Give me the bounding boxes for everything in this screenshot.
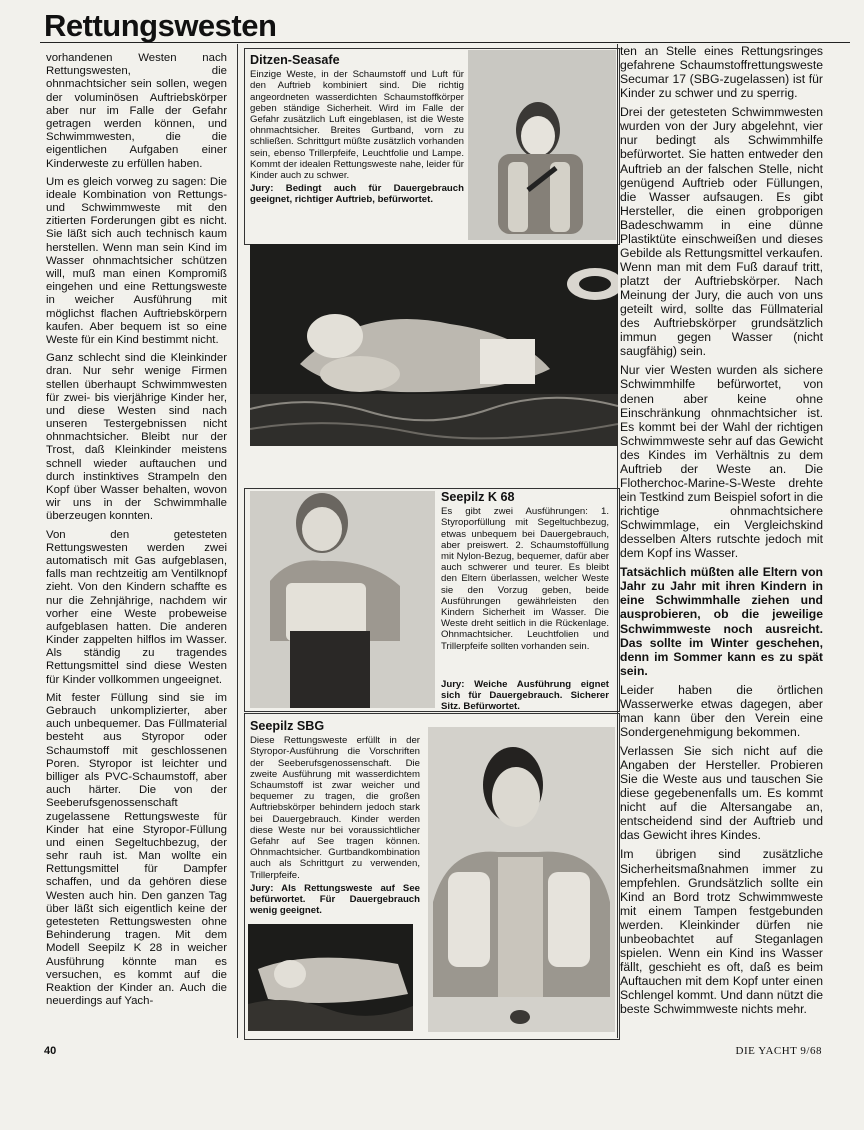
sbg-jury: Jury: Als Rettungsweste auf See befürwortet. Für Dauergebrauch wenig geeignet.: [250, 882, 420, 917]
right-paragraph-1: ten an Stelle eines Rettungsringes gefahrene Schaumstoffrettungsweste Secumar 17 (SBG-zugelassen) ist für Kinder zu schwer und zu sperrig.: [620, 44, 823, 101]
page-title: Rettungswesten: [44, 8, 277, 43]
sbg-caption: [250, 721, 420, 916]
sbg-photo: [428, 727, 615, 1032]
k68-title: Seepilz K 68: [441, 490, 515, 504]
sbg-text: Diese Rettungsweste erfüllt in der Styropor-Ausführung die Vorschriften der Seeberufsgenossenschaft. Die zweite Ausführung mit wasserdichtem Schaumstoff ist zwar weicher und bequemer zu tragen, die großen Auftriebskörper behindern jedoch stark bei Dauergebrauch. Kinder werden diese Weste nur bei voraussichtlicher Gefahr auf See tragen können. Ohnmachtsicher. Gurtbandkombination auch als Schrittgurt zu verwenden, Trillerpfeife.: [250, 735, 420, 881]
ditzen-jury: Jury: Bedingt auch für Dauergebrauch geeignet, richtiger Auftrieb, befürwortet.: [250, 183, 464, 206]
column-divider-left: [237, 44, 238, 1038]
right-paragraph-6: Verlassen Sie sich nicht auf die Angaben der Hersteller. Probieren Sie die Weste aus und tauschen Sie diese gegebenenfalls um. Es kommt nicht auf die Altersangabe an, entscheidend sind der Auftrieb und das Gewicht ihres Kindes.: [620, 744, 823, 843]
floating-child-photo: [250, 244, 618, 446]
ditzen-photo: [468, 50, 616, 240]
ditzen-text: Einzige Weste, in der Schaumstoff und Luft für den Auftrieb kombiniert sind. Die richtig angeordneten wasserdichten Schaumstoffkörper geben ständige Sicherheit. Wird im Falle der Gefahr zusätzlich Luft eingeblasen, ist die Weste ohnmachtsicher. Breites Gurtband, vorn zu schließen. Schrittgurt müßte zusätzlich vorhanden sein, ebenso Trillerpfeife, Leuchtfolie und Lampe. Kommt der idealen Rettungsweste nahe, leider für Kinder auch zu schwer.: [250, 69, 464, 182]
left-paragraph-3: Ganz schlecht sind die Kleinkinder dran. Nur sehr wenige Firmen stellen überhaupt Schwimmwesten für zwei- bis vierjährige Kinder her, und diese Westen sind nach unseren Testergebnissen nicht ohnmachtsicher. Bleibt nur der Trost, daß Kleinkinder meistens schnell wieder auftauchen und durch instinktives Strampeln den Kopf über Wasser behalten, wovon wir uns in der Schwimmhalle überzeugen konnten.: [46, 352, 227, 523]
sbg-small-photo: [248, 924, 413, 1031]
left-paragraph-1: vorhandenen Westen nach Rettungswesten, die ohnmachtsicher sein sollen, wegen der voluminösen Auftriebskörper aber nur im Falle der Gefahr getragen werden können, und Schwimmwesten, die die eigentlichen Aufgaben einer Kinderweste zu erfüllen haben.: [46, 52, 227, 170]
title-rule: [40, 42, 850, 43]
k68-jury: Jury: Weiche Ausführung eignet sich für Dauergebrauch. Sicherer Sitz. Befürwortet.: [441, 679, 609, 713]
k68-jury-block: [441, 677, 609, 713]
sbg-title: Seepilz SBG: [250, 719, 325, 733]
left-paragraph-5: Mit fester Füllung sind sie im Gebrauch unkomplizierter, aber auch unbequemer. Das Füllmaterial besteht aus Styropor oder Schaumstoff mit geschlossenen Poren. Styropor ist leichter und billiger als PVC-Schaumstoff, aber auch härter. Die von der Seeberufsgenossenschaft zugelassene Rettungsweste für Kinder hat eine Styropor-Füllung und einen Segeltuchbezug, der sehr rauh ist. Man wollte ein Rettungsmittel für Dampfer schaffen, und da gehören diese Westen auch hin. Den ganzen Tag über läßt sich eigentlich keine der getesteten Rettungswesten ohne Behinderung tragen. Mit dem Modell Seepilz K 28 in weicher Ausführung könnte man es versuchen, es kommt auf die Reaktion der Kinder an. Auch die neuerdings auf Yach-: [46, 691, 227, 1008]
right-paragraph-3: Nur vier Westen wurden als sichere Schwimmhilfe befürwortet, von denen aber keine ohne Einschränkung ohnmachtsicher ist. Es kommt bei der Wahl der richtigen Schwimmweste sehr auf das Gewicht des Kindes im Verhältnis zu dem Auftrieb der Weste an. Die Flotherchoc-Marine-S-Weste drehte ein Testkind zum Beispiel sofort in die richtige ohnmachtsichere Schwimmlage, ein Vergleichskind desselben Alters rutschte jedoch mit dem Kopf ins Wasser.: [620, 363, 824, 561]
k68-text: Es gibt zwei Ausführungen: 1. Styroporfüllung mit Segeltuchbezug, etwas unbequem bei Dauergebrauch, aber preiswert. 2. Schaumstoffüllung mit Nylon-Bezug, bequemer, dafür aber auch schwerer und teurer. Es bleibt den Eltern überlassen, welcher Weste sie den Vorzug geben, beide Ausführungen gewährleisten den Kindern Sicherheit im Wasser. Die Weste dreht seitlich in die Rückenlage. Ohnmachtsicher. Leuchtfolien und Trillerpfeife sollten vorhanden sein.: [441, 506, 609, 652]
magazine-footer: DIE YACHT 9/68: [735, 1045, 822, 1057]
right-column: [620, 44, 823, 1021]
k68-caption: [441, 492, 609, 652]
k68-photo: [250, 491, 435, 708]
right-paragraph-7: Im übrigen sind zusätzliche Sicherheitsmaßnahmen immer zu empfehlen. Grundsätzlich sollte ein Kind an Bord trotz Schwimmweste mit einem Tampen festgebunden werden. Kleinkinder dürfen nie unbeobachtet auf Steganlagen spielen. Wenn ein Kind ins Wasser fällt, geschieht es oft, daß es beim Auftauchen mit dem Kopf unter einen Schlengel kommt. Und dann nützt die beste Schwimmweste nichts mehr.: [620, 847, 823, 1017]
left-paragraph-2: Um es gleich vorweg zu sagen: Die ideale Kombination von Rettungs- und Schwimmweste mit den zitierten Forderungen gibt es nicht. Sie läßt sich auch technisch kaum herstellen. Wenn man sein Kind im Wasser ohnmachtsicher schützen will, muß man einen Kompromiß eingehen und eine Rettungsweste in weicher Ausführung mit möglichst flachen Auftriebskörpern kaufen. Aber bequem ist so eine Weste für ein Kind bestimmt nicht.: [46, 175, 227, 346]
left-column: [46, 52, 227, 1013]
right-paragraph-4: Tatsächlich müßten alle Eltern von Jahr zu Jahr mit ihren Kindern in eine Schwimmhalle ziehen und ausprobieren, ob die jeweilige Schwimmweste noch ausreicht. Das sollte im Winter geschehen, denn im Sommer kann es zu spät sein.: [620, 565, 823, 678]
right-paragraph-5: Leider haben die örtlichen Wasserwerke etwas dagegen, aber man kann über den Verein eine Sondergenehmigung bekommen.: [620, 682, 823, 739]
left-paragraph-4: Von den getesteten Rettungswesten werden zwei automatisch mit Gas aufgeblasen, falls man rechtzeitig am Ventilknopf zieht. Von den Kindern schaffte es nur die Zehnjährige, nachdem wir vorher eine Weste probeweise aufgeblasen hatten. Die anderen Kinder zappelten hilflos im Wasser. Als ständig zu tragendes Rettungsmittel sind diese Westen für Kinder vollkommen ungeeignet.: [46, 528, 227, 686]
page-number: 40: [44, 1045, 57, 1057]
right-paragraph-2: Drei der getesteten Schwimmwesten wurden von der Jury abgelehnt, vier nur bedingt als Schwimmhilfe befürwortet. Sie hatten entweder den Auftrieb an der falschen Stelle, nicht genügend Auftrieb oder Füllungen, die Wasser aufsaugen. Es gibt Hersteller, die einen grobporigen Badeschwamm in eine dünne Plastiktüte einschweißen und dieses Gebilde als Rettungsmittel verkaufen. Wenn man mit dem Fuß darauf tritt, platzt der Auftriebskörper. Nach Meinung der Jury, die auch von uns geteilt wird, sollte das Füllmaterial des Auftriebskörper grundsätzlich immun gegen Wasser (nicht saugfähig) sein.: [620, 105, 823, 359]
ditzen-caption: [250, 55, 464, 206]
ditzen-title: Ditzen-Seasafe: [250, 53, 340, 67]
